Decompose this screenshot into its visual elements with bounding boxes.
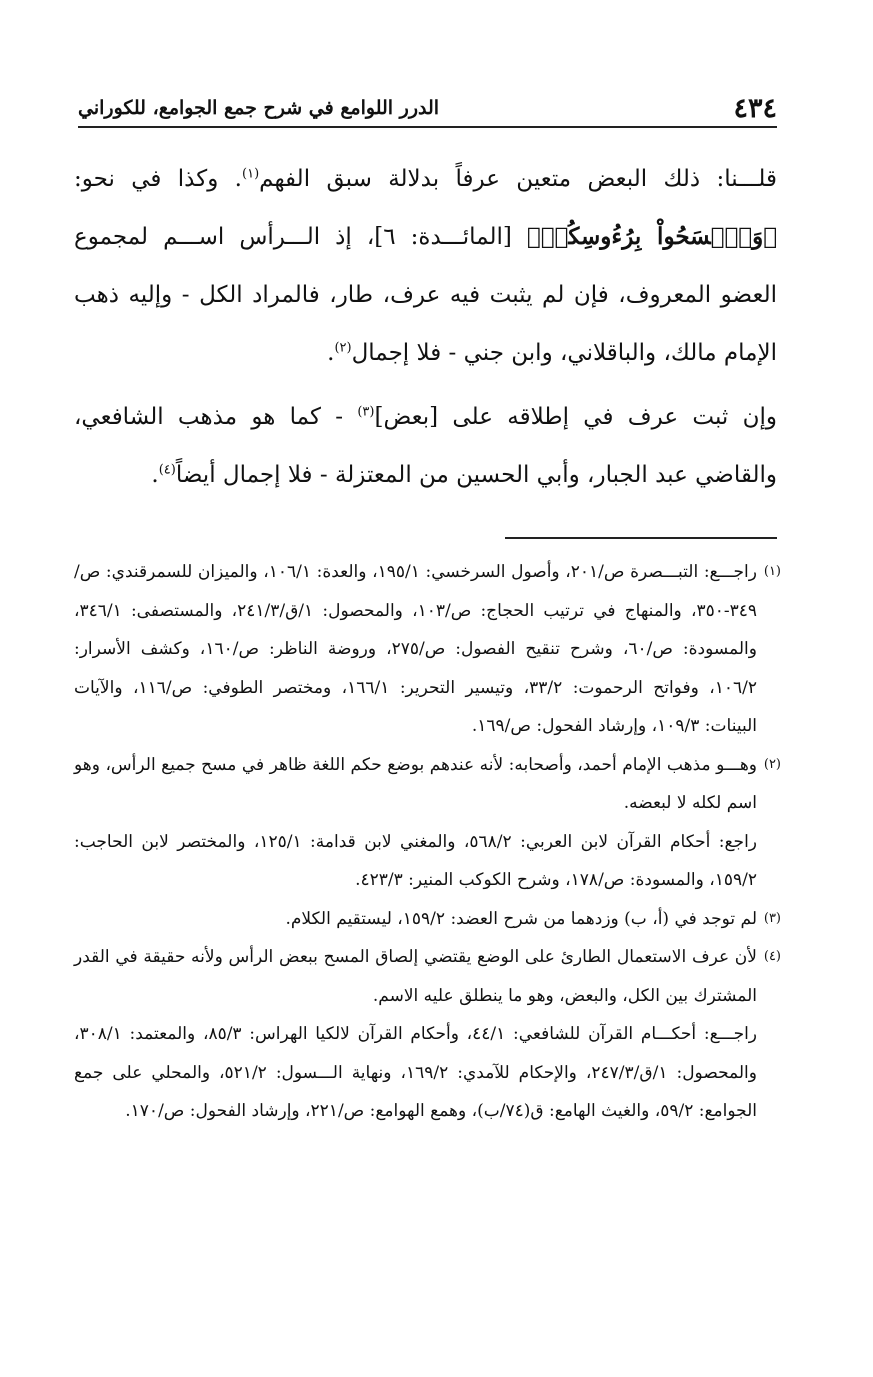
page-number: ٤٣٤ <box>733 92 777 124</box>
footnote-number: (٣) <box>763 910 781 926</box>
footnote-references: راجع: أحكام القرآن لابن العربي: ٥٦٨/٢، والمغني لابن قدامة: ١٢٥/١، والمختصر لابن الحاجب: ١٥٩/٢، والمسودة: ص/١٧٨، وشرح الكوكب المنير: ٤٢٣/٣. <box>74 831 757 890</box>
main-paragraph-1 <box>74 150 777 382</box>
footnote-number: (٤) <box>763 949 781 964</box>
footnote-text: راجـــع: التبـــصرة ص/٢٠١، وأصول السرخسي: ١٩٥/١، والعدة: ١٠٦/١، والميزان للسمرقندي: ص/٣٤٩-٣٥٠، والمنهاج في ترتيب الحجاج: ص/١٠٣، والمحصول: ١/ق/٢٤١/٣، والمستصفى: ٣٤٦/١، والمسودة: ص/٦٠، وشرح تنقيح الفصول: ص/٢٧٥، وروضة الناظر: ص/١٦٠، وكشف الأسرار: ١٠٦/٢، وفواتح الرحموت: ٣٣/٢، وتيسير التحرير: ١٦٦/١، ومختصر الطوفي: ص/١١٦، والآيات البينات: ١٠٩/٣، وإرشاد الفحول: ص/١٦٩. <box>74 562 757 736</box>
footnote-text: لم توجد في (أ، ب) وزدهما من شرح العضد: ١٥٩/٢، ليستقيم الكلام. <box>285 908 757 929</box>
main-paragraph-2 <box>74 388 777 504</box>
quran-verse: ﴿وَٱمۡسَحُواْ بِرُءُوسِكُمۡ﴾ <box>526 223 778 250</box>
page-header <box>78 90 777 128</box>
footnote-references: راجـــع: أحكـــام القرآن للشافعي: ٤٤/١، وأحكام القرآن لالكيا الهراس: ٨٥/٣، والمعتمد: ٣٠٨/١، والمحصول: ١/ق/٢٤٧/٣، والإحكام للآمدي: ١٦٩/٢، ونهاية الـــسول: ٥٢١/٢، والمحلي على جمع الجوامع: ٥٩/٢، والغيث الهامع: ق(٧٤/ب)، وهمع الهوامع: ص/٢٢١، وإرشاد الفحول: ص/١٧٠. <box>74 1024 758 1121</box>
text-segment: . <box>151 462 159 488</box>
footnote-ref-2: (٢) <box>334 340 352 356</box>
text-segment: قلـــنا: ذلك البعض متعين عرفاً بدلالة سبق الفهم <box>259 166 777 192</box>
footnote-number: (٢) <box>763 756 781 772</box>
footnote-3 <box>74 900 781 939</box>
footnote-ref-4: (٤) <box>158 462 176 478</box>
footnote-1 <box>74 553 781 746</box>
text-segment: [المائـــدة: ٦]، إذ الـــرأس اســـم لمجموع العضو المعروف، فإن لم يثبت فيه عرف، طار، فالمراد الكل - وإليه ذهب الإمام مالك، والباقلاني، وابن جني - فلا إجمال <box>74 224 777 366</box>
footnote-ref-3: (٣) <box>357 404 375 420</box>
text-segment: . وكذا في نحو: <box>74 166 242 192</box>
footnote-2 <box>74 746 781 900</box>
text-segment: - كما هو مذهب الشافعي، والقاضي عبد الجبار، وأبي الحسين من المعتزلة - فلا إجمال أيضاً <box>74 404 777 488</box>
main-text <box>74 150 777 504</box>
footnotes <box>74 553 781 1131</box>
running-title: الدرر اللوامع في شرح جمع الجوامع، للكوراني <box>78 97 440 119</box>
footnote-text: وهـــو مذهب الإمام أحمد، وأصحابه: لأنه عندهم بوضع حكم اللغة ظاهر في مسح جميع الرأس، وهو اسم لكله لا لبعضه. <box>74 754 757 813</box>
text-segment: وإن ثبت عرف في إطلاقه على [بعض] <box>374 404 777 430</box>
footnote-text: لأن عرف الاستعمال الطارئ على الوضع يقتضي إلصاق المسح ببعض الرأس ولأنه حقيقة في القدر المشترك بين الكل، والبعض، وهو ما ينطلق عليه الاسم. <box>74 947 757 1006</box>
footnote-4 <box>74 938 781 1131</box>
footnote-ref-1: (١) <box>242 166 260 182</box>
footnote-number: (١) <box>763 564 781 579</box>
footnote-separator <box>505 537 777 539</box>
text-segment: . <box>327 340 335 366</box>
